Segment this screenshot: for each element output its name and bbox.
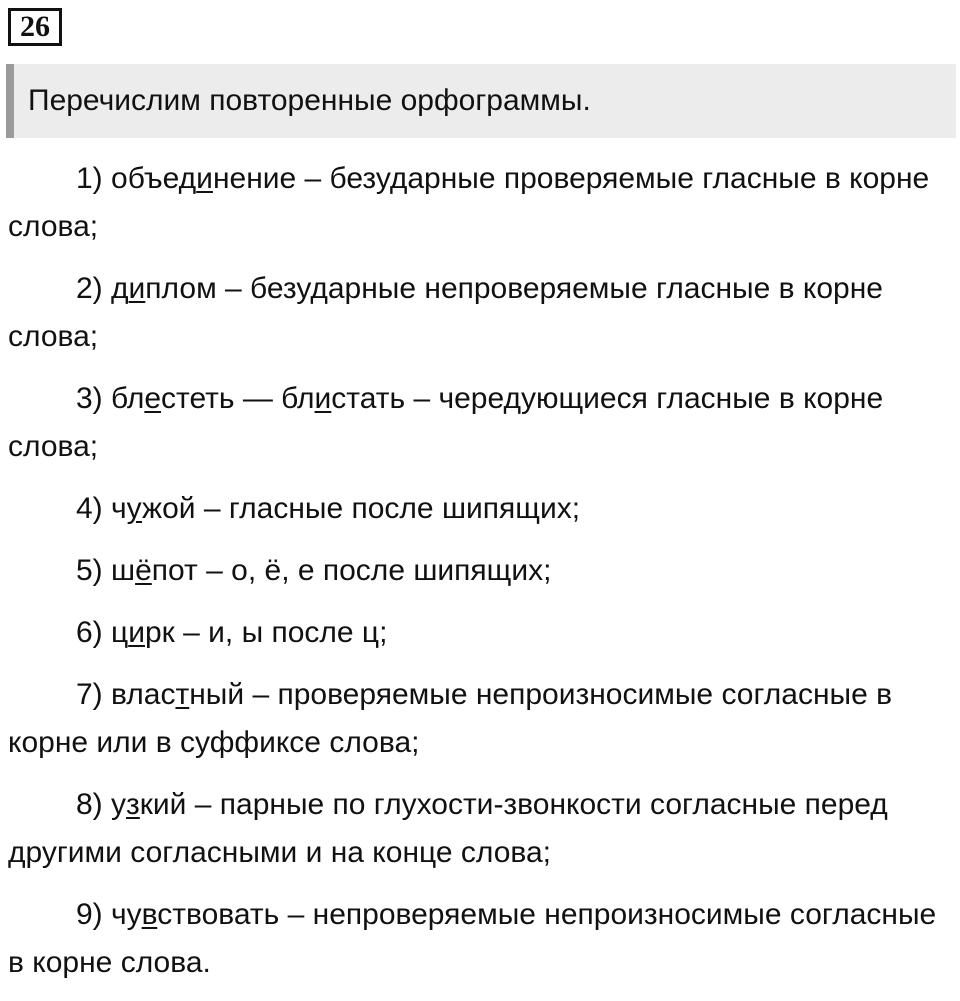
item-description: – проверяемые непроизносимые согласные в корне или в суффиксе слова; <box>8 678 893 759</box>
task-number: 26 <box>8 8 62 46</box>
item-number: 8) <box>76 788 112 821</box>
list-item-7 <box>8 671 948 767</box>
item-number: 6) <box>76 616 112 649</box>
underlined-letter: и <box>128 616 145 649</box>
word-part: стеть — бл <box>161 382 315 415</box>
item-description: – парные по глухости-звонкости согласные перед другими согласными и на конце слова; <box>8 788 888 869</box>
word-part: нение <box>212 162 297 195</box>
word-part: жой <box>142 492 196 525</box>
item-number: 3) <box>76 382 112 415</box>
intro-text: Перечислим повторенные орфограммы. <box>6 64 956 138</box>
word-part: у <box>111 788 127 821</box>
item-number: 2) <box>76 272 112 305</box>
word-part: стать <box>331 382 406 415</box>
word-part: ный <box>189 678 245 711</box>
list-item-6 <box>8 609 948 657</box>
word-part: ц <box>111 616 129 649</box>
list-item-8 <box>8 781 948 877</box>
orthogram-list <box>8 155 948 1001</box>
word-part: ствовать <box>157 898 280 931</box>
word-part: д <box>111 272 129 305</box>
item-description: – чередующиеся гласные в корне слова; <box>8 382 884 463</box>
underlined-letter: в <box>141 898 158 931</box>
word-part: кий <box>139 788 187 821</box>
underlined-letter: и <box>314 382 332 415</box>
word-part: объед <box>111 162 197 195</box>
word-part: пот <box>151 554 198 587</box>
item-number: 9) <box>76 898 112 931</box>
item-number: 5) <box>76 554 112 587</box>
underlined-letter: е <box>144 382 162 415</box>
underlined-letter: ё <box>135 554 152 587</box>
word-part: бл <box>111 382 145 415</box>
word-part: влас <box>111 678 176 711</box>
word-part: плом <box>145 272 217 305</box>
item-description: – безударные проверяемые гласные в корне слова; <box>8 162 930 243</box>
item-number: 4) <box>76 492 112 525</box>
word-part: чу <box>111 898 142 931</box>
item-description: – непроверяемые непроизносимые согласные в корне слова. <box>8 898 937 979</box>
item-description: – и, ы после ц; <box>174 616 388 649</box>
item-description: – безударные непроверяемые гласные в корне слова; <box>8 272 883 353</box>
word-part: ч <box>111 492 127 525</box>
underlined-letter: з <box>126 788 140 821</box>
underlined-letter: и <box>128 272 146 305</box>
list-item-4 <box>8 485 948 533</box>
word-part: рк <box>144 616 175 649</box>
item-description: – о, ё, е после шипящих; <box>197 554 552 587</box>
item-number: 7) <box>76 678 112 711</box>
word-part: ш <box>111 554 136 587</box>
list-item-5 <box>8 547 948 595</box>
list-item-9 <box>8 891 948 987</box>
underlined-letter: и <box>196 162 213 195</box>
item-description: – гласные после шипящих; <box>195 492 581 525</box>
list-item-2 <box>8 265 948 361</box>
item-number: 1) <box>76 162 112 195</box>
underlined-letter: у <box>126 492 142 525</box>
list-item-3 <box>8 375 948 471</box>
list-item-1 <box>8 155 948 251</box>
underlined-letter: т <box>175 678 190 711</box>
